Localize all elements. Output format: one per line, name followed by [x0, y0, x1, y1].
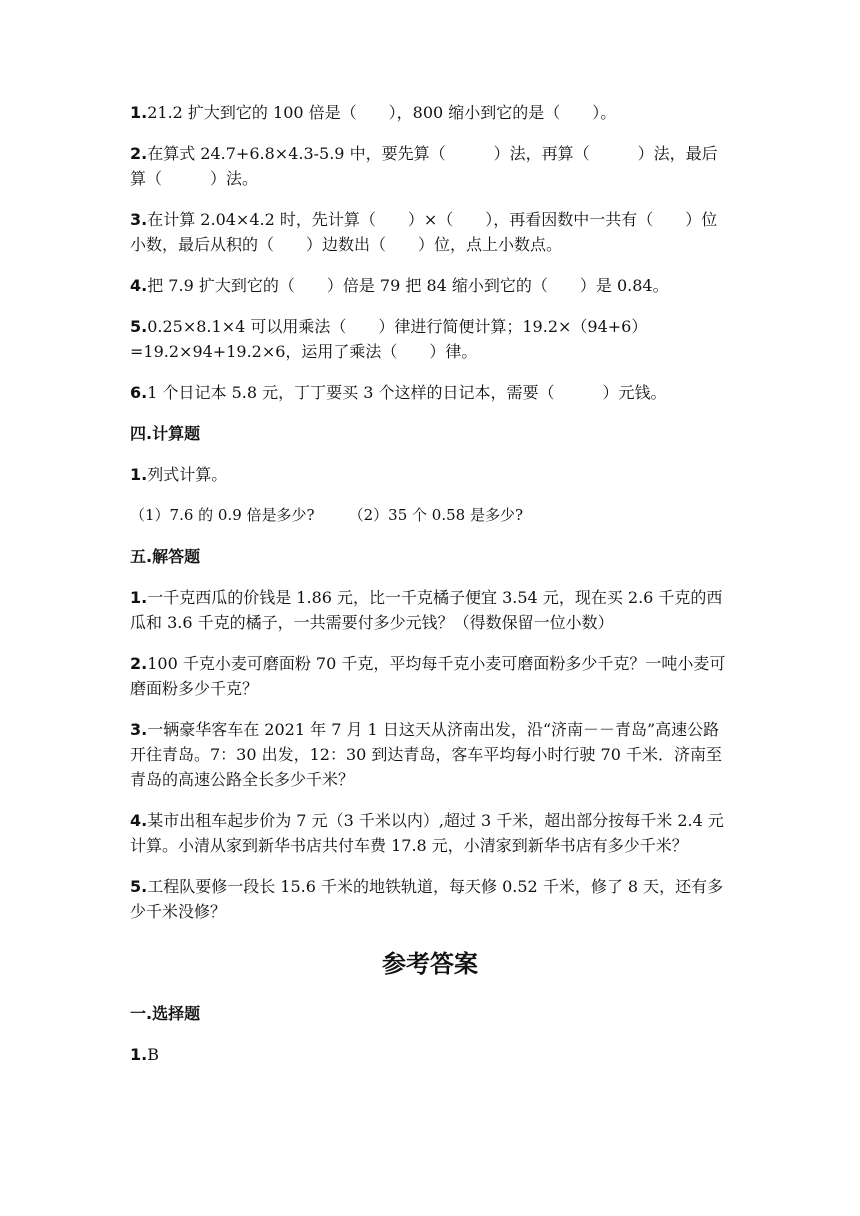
word-problem-4: 4.某市出租车起步价为 7 元（3 千米以内）,超过 3 千米，超出部分按每千米 2.4 元计算。小清从家到新华书店共付车费 17.8 元，小清家到新华书店有多少千米？: [130, 811, 724, 855]
calc-subquestion-1: （1）7.6 的 0.9 倍是多少?: [130, 506, 315, 524]
fill-question-5: 5.0.25×8.1×4 可以用乘法（ ）律进行简便计算；19.2×（94+6）=19.2×94+19.2×6，运用了乘法（ ）律。: [130, 317, 648, 361]
fill-question-2: 2.在算式 24.7+6.8×4.3-5.9 中，要先算（ ）法，再算（ ）法，最后算（ ）法。: [130, 144, 718, 188]
calc-subquestions: [130, 503, 730, 528]
fill-question-4: 4.把 7.9 扩大到它的（ ）倍是 79 把 84 缩小到它的（ ）是 0.84。: [130, 276, 669, 295]
answer-1: 1.B: [130, 1045, 159, 1064]
word-problem-5: 5.工程队要修一段长 15.6 千米的地铁轨道，每天修 0.52 千米，修了 8 天，还有多少千米没修？: [130, 877, 724, 921]
answers-title: 参考答案: [382, 950, 478, 978]
section-5-title: 五.解答题: [130, 547, 201, 566]
calc-subquestion-2: （2）35 个 0.58 是多少?: [348, 506, 523, 524]
fill-question-3: 3.在计算 2.04×4.2 时，先计算（ ）×（ ），再看因数中一共有（ ）位小数，最后从积的（ ）边数出（ ）位，点上小数点。: [130, 210, 718, 254]
section-4-title: 四.计算题: [130, 424, 201, 443]
fill-question-1: 1.21.2 扩大到它的 100 倍是（ ），800 缩小到它的是（ ）。: [130, 103, 617, 122]
fill-question-6: 6.1 个日记本 5.8 元，丁丁要买 3 个这样的日记本，需要（ ）元钱。: [130, 383, 667, 402]
word-problem-3: 3.一辆豪华客车在 2021 年 7 月 1 日这天从济南出发，沿“济南－－青岛”高速公路开往青岛。7：30 出发，12：30 到达青岛，客车平均每小时行驶 70 千米．济南至青岛的高速公路全长多少千米？: [130, 720, 722, 789]
word-problem-2: 2.100 千克小麦可磨面粉 70 千克，平均每千克小麦可磨面粉多少千克？一吨小麦可磨面粉多少千克？: [130, 654, 726, 698]
word-problem-1: 1.一千克西瓜的价钱是 1.86 元，比一千克橘子便宜 3.54 元，现在买 2.6 千克的西瓜和 3.6 千克的橘子，一共需要付多少元钱？（得数保留一位小数）: [130, 588, 723, 632]
document-page: [130, 100, 730, 1083]
calc-question-1: 1.列式计算。: [130, 465, 228, 484]
answers-section-1-title: 一.选择题: [130, 1004, 201, 1023]
